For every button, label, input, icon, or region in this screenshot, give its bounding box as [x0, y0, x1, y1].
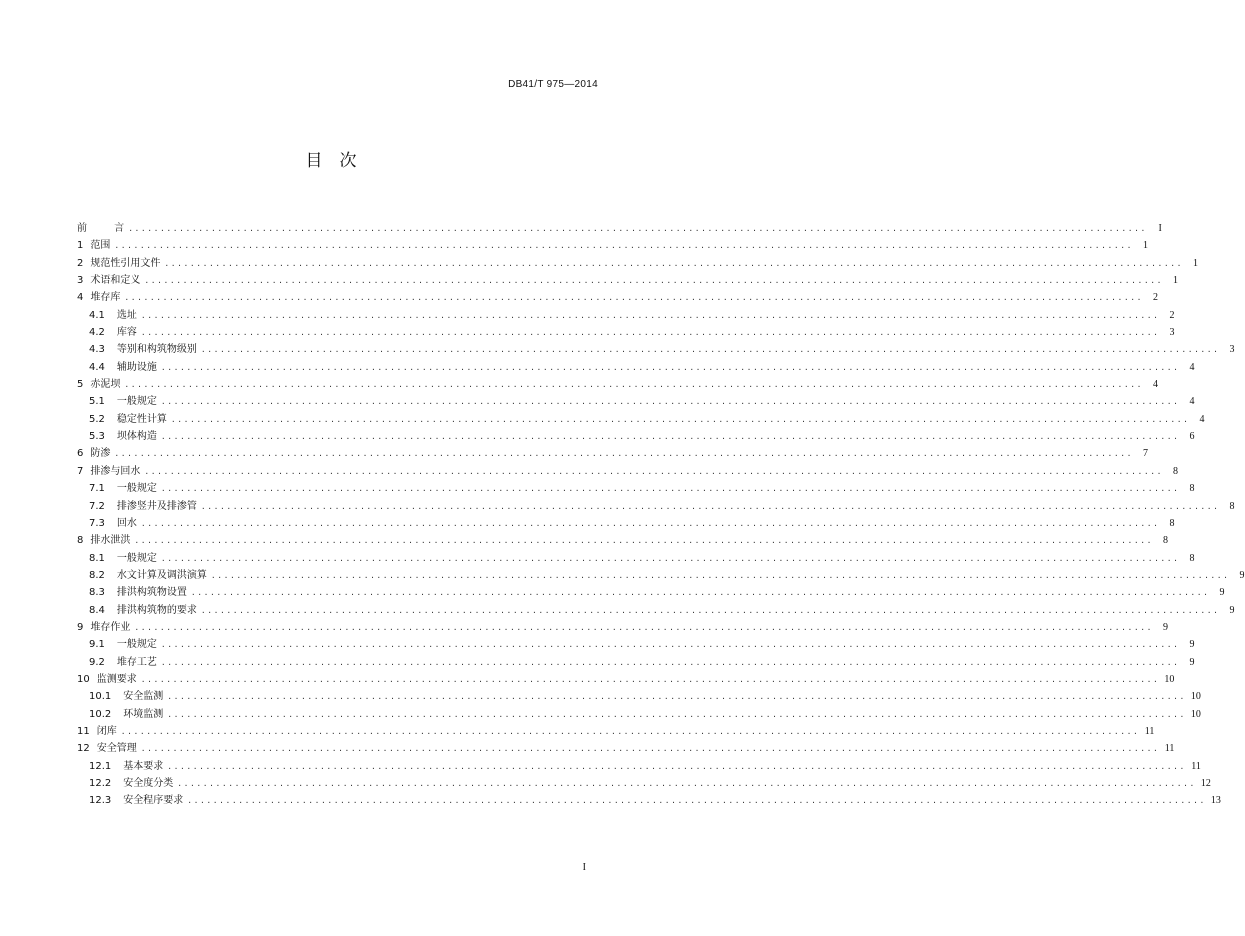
toc-leader-dots: ................................................................................................................................................................ [160, 432, 1180, 442]
toc-entry-number: 12.3 [89, 795, 112, 807]
toc-entry-label [89, 706, 163, 723]
toc-entry-page: 8 [1163, 535, 1168, 547]
toc-entry-number: 10.1 [89, 691, 112, 703]
toc-entry-label [77, 445, 110, 462]
toc-entry-page: 1 [1193, 257, 1198, 269]
toc-leader-dots: ................................................................................................................................................................ [164, 258, 1183, 268]
toc-entry[interactable] [77, 619, 1168, 636]
toc-entry-title: 前 言 [77, 223, 125, 234]
toc-leader-dots: ................................................................................................................................................................ [200, 345, 1220, 355]
toc-entry-page: 9 [1189, 639, 1195, 651]
toc-entry-title: 环境监测 [123, 708, 164, 720]
toc-entry[interactable] [77, 237, 1148, 254]
toc-entry-page: I [1158, 223, 1162, 234]
toc-entry[interactable] [77, 532, 1168, 549]
toc-entry-page: 10 [1190, 708, 1201, 720]
toc-entry-number: 8 [77, 535, 84, 547]
toc-entry-label [89, 688, 163, 705]
toc-leader-dots: ................................................................................................................................................................ [140, 674, 1160, 684]
toc-entry-page: 8 [1173, 465, 1178, 477]
toc-entry-title: 堆存工艺 [116, 656, 157, 668]
toc-entry-page: 10 [1190, 691, 1201, 703]
toc-leader-dots: ................................................................................................................................................................ [210, 570, 1230, 580]
toc-leader-dots: ................................................................................................................................................................ [120, 726, 1140, 736]
toc-entry-label [89, 550, 157, 567]
toc-entry-title: 回水 [116, 517, 137, 529]
toc-leader-dots: ................................................................................................................................................................ [124, 293, 1143, 303]
toc-entry-label [77, 289, 120, 306]
toc-entry[interactable] [77, 289, 1158, 306]
toc-entry-label [77, 740, 137, 757]
toc-entry-number: 12.2 [89, 778, 112, 789]
toc-entry-number: 12.1 [89, 760, 112, 772]
toc-entry-label [77, 723, 117, 740]
toc-entry[interactable] [77, 515, 1175, 532]
toc-entry-page: 6 [1189, 431, 1195, 443]
toc-entry-label [89, 567, 207, 584]
toc-entry-title: 堆存作业 [90, 621, 131, 633]
toc-entry-title: 闭库 [96, 725, 117, 737]
toc-entry[interactable] [77, 602, 1235, 619]
toc-entry[interactable] [77, 498, 1235, 515]
toc-entry-page: 11 [1164, 743, 1175, 755]
table-of-contents [77, 220, 1245, 810]
toc-entry-page: 9 [1219, 587, 1225, 599]
toc-entry[interactable] [77, 359, 1195, 376]
toc-entry-title: 一般规定 [116, 396, 157, 408]
toc-entry-page: 8 [1169, 517, 1175, 529]
toc-entry[interactable] [77, 723, 1155, 740]
toc-leader-dots: ................................................................................................................................................................ [160, 484, 1180, 494]
toc-entry-number: 8.1 [89, 552, 105, 564]
toc-entry-page: 9 [1189, 656, 1195, 668]
toc-entry-number: 9.2 [89, 656, 105, 668]
toc-leader-dots: ................................................................................................................................................................ [140, 328, 1160, 338]
toc-leader-dots: ................................................................................................................................................................ [144, 466, 1163, 476]
toc-entry[interactable] [77, 428, 1195, 445]
toc-entry-label [89, 428, 157, 445]
toc-entry-title: 范围 [90, 240, 111, 252]
toc-entry-label [77, 463, 140, 480]
toc-entry-page: 8 [1189, 552, 1195, 564]
toc-entry[interactable] [77, 792, 1221, 809]
toc-leader-dots: ................................................................................................................................................................ [140, 744, 1160, 754]
toc-entry-number: 9.1 [89, 639, 105, 651]
toc-leader-dots: ................................................................................................................................................................ [144, 276, 1163, 286]
toc-entry-label [77, 619, 130, 636]
toc-entry[interactable] [77, 775, 1211, 792]
toc-entry-title: 等别和构筑物级别 [116, 344, 197, 356]
toc-leader-dots: ................................................................................................................................................................ [114, 449, 1133, 459]
toc-entry-page: 3 [1169, 327, 1175, 339]
toc-leader-dots: ................................................................................................................................................................ [160, 657, 1180, 667]
toc-entry-title: 监测要求 [96, 673, 137, 685]
toc-entry-number: 2 [77, 257, 84, 269]
toc-entry-number: 11 [77, 725, 90, 737]
toc-entry-title: 安全度分类 [123, 778, 174, 789]
toc-leader-dots: ................................................................................................................................................................ [140, 310, 1160, 320]
toc-leader-dots: ................................................................................................................................................................ [160, 397, 1180, 407]
toc-entry-title: 辅助设施 [116, 361, 157, 373]
toc-entry-label [89, 480, 157, 497]
toc-entry-title: 坝体构造 [116, 431, 157, 443]
toc-entry[interactable] [77, 307, 1175, 324]
toc-entry-title: 稳定性计算 [116, 413, 167, 425]
toc-leader-dots: ................................................................................................................................................................ [134, 536, 1153, 546]
toc-entry-label [77, 671, 137, 688]
toc-entry[interactable] [77, 341, 1235, 358]
toc-entry-page: 12 [1200, 778, 1211, 789]
toc-entry-label [89, 515, 137, 532]
toc-entry[interactable] [77, 411, 1205, 428]
toc-entry-title: 排渗与回水 [90, 465, 141, 477]
toc-entry-label [89, 602, 197, 619]
toc-entry-page: 8 [1189, 483, 1195, 495]
toc-entry-label [77, 532, 130, 549]
toc-entry[interactable] [77, 758, 1201, 775]
toc-entry-label [89, 307, 137, 324]
toc-entry-number: 3 [77, 275, 84, 287]
page-number: I [582, 862, 586, 873]
toc-leader-dots: ................................................................................................................................................................ [114, 241, 1133, 251]
toc-leader-dots: ................................................................................................................................................................ [167, 761, 1186, 771]
toc-leader-dots: ................................................................................................................................................................ [187, 796, 1206, 806]
toc-entry-label [77, 272, 140, 289]
toc-entry[interactable] [77, 567, 1245, 584]
standard-code: DB41/T 975—2014 [508, 79, 598, 90]
toc-entry-label [89, 792, 183, 809]
toc-entry-label [89, 393, 157, 410]
toc-entry-number: 12 [77, 743, 90, 755]
toc-entry-label [89, 758, 163, 775]
toc-entry-title: 安全程序要求 [123, 795, 184, 807]
toc-leader-dots: ................................................................................................................................................................ [160, 553, 1180, 563]
toc-entry-number: 1 [77, 240, 84, 252]
toc-entry-page: 2 [1169, 309, 1175, 321]
toc-entry-label [77, 237, 110, 254]
toc-entry-title: 排渗竖井及排渗管 [116, 500, 197, 512]
toc-entry[interactable] [77, 550, 1195, 567]
toc-leader-dots: ................................................................................................................................................................ [200, 605, 1220, 615]
toc-entry-label [89, 359, 157, 376]
toc-leader-dots: ................................................................................................................................................................ [170, 414, 1190, 424]
toc-entry[interactable] [77, 654, 1195, 671]
toc-entry-label [77, 255, 160, 272]
toc-entry-number: 8.4 [89, 604, 105, 616]
toc-leader-dots: ................................................................................................................................................................ [128, 224, 1147, 233]
toc-entry-page: 4 [1189, 396, 1195, 408]
toc-entry-number: 4.3 [89, 344, 105, 356]
toc-entry-label [89, 411, 167, 428]
toc-entry[interactable] [77, 584, 1225, 601]
toc-entry[interactable] [77, 220, 1162, 237]
toc-entry-title: 赤泥坝 [90, 379, 121, 391]
toc-entry[interactable] [77, 463, 1178, 480]
toc-entry-title: 水文计算及调洪演算 [116, 569, 207, 581]
toc-entry-page: 11 [1144, 725, 1155, 737]
toc-entry-title: 基本要求 [123, 760, 164, 772]
toc-entry-title: 排水泄洪 [90, 535, 131, 547]
toc-entry-label [89, 341, 197, 358]
toc-entry-page: 3 [1229, 344, 1235, 356]
toc-entry[interactable] [77, 393, 1195, 410]
toc-leader-dots: ................................................................................................................................................................ [167, 692, 1186, 702]
page-title: 目 次 [305, 151, 357, 171]
toc-leader-dots: ................................................................................................................................................................ [190, 588, 1210, 598]
toc-entry-title: 库容 [116, 327, 137, 339]
toc-entry[interactable] [77, 376, 1158, 393]
toc-leader-dots: ................................................................................................................................................................ [140, 518, 1160, 528]
toc-leader-dots: ................................................................................................................................................................ [177, 779, 1196, 788]
toc-entry-label [89, 324, 137, 341]
toc-entry-number: 7 [77, 465, 84, 477]
toc-entry-label [89, 775, 173, 792]
toc-entry-title: 堆存库 [90, 292, 121, 304]
toc-entry-number: 4.4 [89, 361, 105, 373]
toc-entry-page: 1 [1143, 240, 1148, 252]
toc-entry-title: 安全管理 [96, 743, 137, 755]
toc-entry-number: 8.3 [89, 587, 105, 599]
toc-entry[interactable] [77, 671, 1175, 688]
toc-entry-page: 10 [1164, 673, 1175, 685]
toc-entry-number: 7.1 [89, 483, 105, 495]
toc-entry-label [77, 220, 124, 237]
toc-entry-number: 5.1 [89, 396, 105, 408]
toc-entry-number: 4.2 [89, 327, 105, 339]
toc-entry-title: 规范性引用文件 [90, 257, 161, 269]
toc-entry[interactable] [77, 636, 1195, 653]
toc-entry-page: 11 [1191, 760, 1201, 772]
toc-entry-number: 8.2 [89, 569, 105, 581]
toc-entry-title: 术语和定义 [90, 275, 141, 287]
toc-entry-page: 13 [1210, 795, 1221, 807]
toc-entry[interactable] [77, 255, 1198, 272]
toc-entry-title: 安全监测 [123, 691, 164, 703]
toc-entry-page: 2 [1153, 292, 1158, 304]
toc-leader-dots: ................................................................................................................................................................ [160, 640, 1180, 650]
toc-entry-title: 排洪构筑物设置 [116, 587, 187, 599]
toc-entry-page: 1 [1173, 275, 1178, 287]
toc-entry-label [77, 376, 120, 393]
toc-entry[interactable] [77, 706, 1201, 723]
toc-leader-dots: ................................................................................................................................................................ [200, 501, 1220, 511]
toc-entry-title: 排洪构筑物的要求 [116, 604, 197, 616]
toc-entry-title: 一般规定 [116, 552, 157, 564]
toc-entry-number: 5.3 [89, 431, 105, 443]
toc-leader-dots: ................................................................................................................................................................ [160, 362, 1180, 372]
toc-entry-page: 4 [1199, 413, 1205, 425]
toc-leader-dots: ................................................................................................................................................................ [124, 380, 1143, 390]
toc-entry-label [89, 636, 157, 653]
toc-entry-page: 4 [1189, 361, 1195, 373]
toc-entry-page: 9 [1229, 604, 1235, 616]
toc-entry-page: 9 [1239, 569, 1245, 581]
toc-entry-number: 6 [77, 448, 84, 460]
toc-entry-title: 一般规定 [116, 639, 157, 651]
toc-entry[interactable] [77, 272, 1178, 289]
toc-entry-page: 8 [1229, 500, 1235, 512]
toc-entry-number: 5 [77, 379, 84, 391]
toc-entry-number: 4 [77, 292, 84, 304]
toc-entry-number: 9 [77, 621, 84, 633]
toc-entry-number: 5.2 [89, 413, 105, 425]
toc-entry-title: 防渗 [90, 448, 111, 460]
toc-entry-title: 一般规定 [116, 483, 157, 495]
toc-entry-label [89, 498, 197, 515]
toc-entry-number: 4.1 [89, 309, 105, 321]
toc-entry[interactable] [77, 324, 1175, 341]
toc-entry-page: 9 [1163, 621, 1168, 633]
toc-entry-number: 7.2 [89, 500, 105, 512]
toc-entry-title: 选址 [116, 309, 137, 321]
toc-leader-dots: ................................................................................................................................................................ [167, 709, 1186, 719]
toc-entry[interactable] [77, 480, 1195, 497]
toc-entry-page: 4 [1153, 379, 1158, 391]
toc-entry[interactable] [77, 445, 1148, 462]
toc-entry[interactable] [77, 740, 1175, 757]
toc-entry-number: 10.2 [89, 708, 112, 720]
toc-entry-label [89, 654, 157, 671]
toc-leader-dots: ................................................................................................................................................................ [134, 622, 1153, 632]
toc-entry-page: 7 [1143, 448, 1148, 460]
toc-entry-label [89, 584, 187, 601]
toc-entry[interactable] [77, 688, 1201, 705]
toc-entry-number: 10 [77, 673, 90, 685]
toc-entry-number: 7.3 [89, 517, 105, 529]
